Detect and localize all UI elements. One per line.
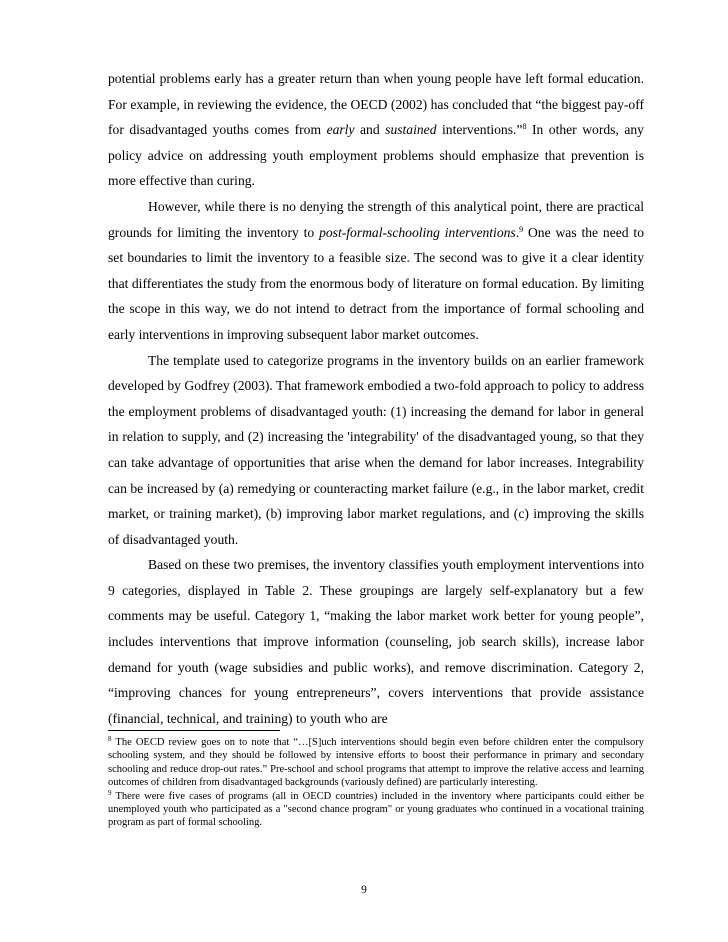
footnote-marker-8: 8: [108, 735, 112, 743]
paragraph-text: In other words, any policy advice on addressing youth employment problems should emphasize that prevention is more effective than curing.: [108, 122, 644, 189]
emphasis-post-formal-schooling: post-formal-schooling interventions: [319, 224, 516, 240]
paragraph-text: .: [515, 224, 520, 240]
main-body-text: [108, 66, 644, 731]
body-paragraph-3: The template used to categorize programs in the inventory builds on an earlier framework developed by Godfrey (2003). That framework embodied a two-fold approach to policy to address the employment problems of disadvantaged youth: (1) increasing the demand for labor in general in relation to supply, and (2) increasing the 'integrability' of the disadvantaged young, so that they can take advantage of opportunities that arise when the demand for labor increases. Integrability can be increased by (a) remedying or counteracting market failure (e.g., in the labor market, credit market, or training market), (b) improving labor market regulations, and (c) improving the skills of disadvantaged youth.: [108, 352, 644, 547]
page-number: 9: [361, 884, 367, 896]
paragraph-text: and: [354, 122, 386, 138]
paragraph-text: interventions.”: [436, 122, 523, 138]
footnote-8: [108, 736, 644, 790]
body-paragraph-1: [108, 66, 644, 194]
footnotes-section: [108, 736, 644, 830]
footnote-separator: [108, 730, 280, 731]
paragraph-text: One was the need to set boundaries to limit the inventory to a feasible size. The second was to give it a clear identity that differentiates the study from the enormous body of literature on formal education. By limiting the scope in this way, we do not intend to detract from the importance of formal schooling and early interventions in improving subsequent labor market outcomes.: [108, 224, 644, 342]
body-paragraph-2: [108, 194, 644, 348]
footnote-text: The OECD review goes on to note that “…[S]uch interventions should begin even before children enter the compulsory schooling system, and they should be followed by intensive efforts to boost their performance in primary and secondary schooling and reduce drop-out rates.” Pre-school and school programs that attempt to improve the relative access and learning outcomes of children from disadvantaged backgrounds (variously defined) are particularly interesting.: [108, 737, 644, 789]
footnote-marker-9: 9: [108, 788, 112, 797]
paragraph-text: potential problems early has a greater return than when young people have left formal education. For example, in reviewing the evidence, the OECD (2002) has concluded that “the biggest pay-off for disadvantaged youths comes from: [108, 71, 644, 138]
footnote-reference-9[interactable]: 9: [519, 224, 524, 234]
footnote-text: There were five cases of programs (all in OECD countries) included in the inventory where participants could either be unemployed youth who participated as a "second chance program" or young graduates who continued in a vocational training program as part of formal schooling.: [108, 790, 644, 829]
footnote-9: [108, 790, 644, 830]
footnote-reference-8[interactable]: 8: [522, 122, 527, 132]
paragraph-text: However, while there is no denying the strength of this analytical point, there are practical grounds for limiting the inventory to: [108, 198, 644, 240]
emphasis-early: early: [326, 122, 355, 138]
body-paragraph-4: Based on these two premises, the inventory classifies youth employment interventions into 9 categories, displayed in Table 2. These groupings are largely self-explanatory but a few comments may be useful. Category 1, “making the labor market work better for young people”, includes interventions that improve information (counseling, job search skills), increase labor demand for youth (wage subsidies and public works), and remove discrimination. Category 2, “improving chances for young entrepreneurs”, covers interventions that provide assistance (financial, technical, and training) to youth who are: [108, 557, 644, 726]
emphasis-sustained: sustained: [385, 122, 437, 138]
